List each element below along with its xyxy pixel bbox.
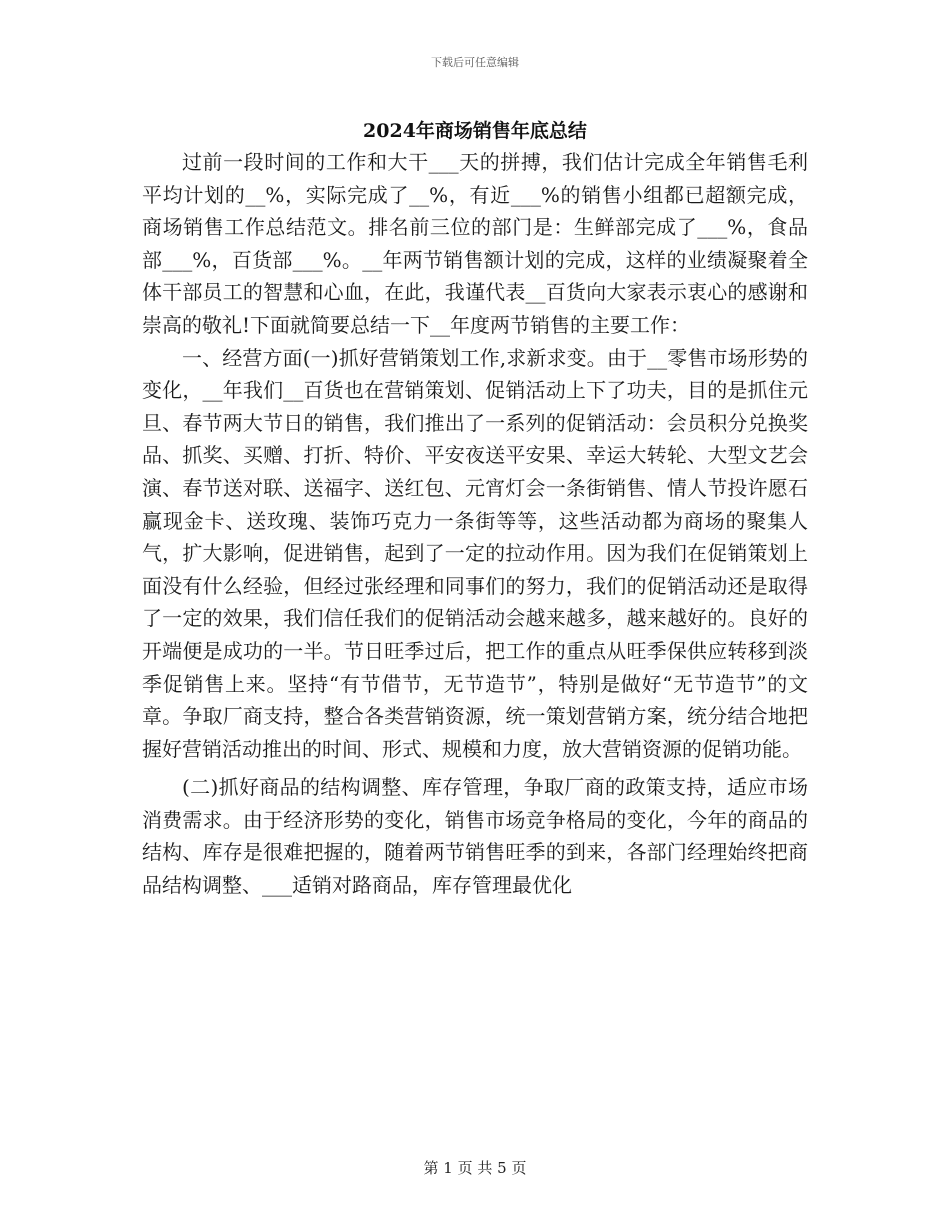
header-note: 下载后可任意编辑 <box>431 56 519 69</box>
paragraph-intro: 过前一段时间的工作和大干___天的拼搏，我们估计完成全年销售毛利平均计划的__%，实际完成了__%，有近___%的销售小组都已超额完成，商场销售工作总结范文。排名前三位的部门是：生鲜部完成了___%，食品部___%，百货部___%。__年两节销售额计划的完成，这样的业绩凝聚着全体干部员工的智慧和心血，在此，我谨代表__百货向大家表示衷心的感谢和崇高的敬礼!下面就简要总结一下__年度两节销售的主要工作： <box>142 150 808 337</box>
document-title: 2024年商场销售年底总结 <box>363 120 587 142</box>
document-body <box>142 146 808 902</box>
page-number-footer: 第 1 页 共 5 页 <box>423 1159 527 1177</box>
paragraph-structure: (二)抓好商品的结构调整、库存管理，争取厂商的政策支持，适应市场消费需求。由于经济形势的变化，销售市场竞争格局的变化，今年的商品的结构、库存是很难把握的，随着两节销售旺季的到来，各部门经理始终把商品结构调整、___适销对路商品，库存管理最优化 <box>142 775 808 898</box>
paragraph-operations: 一、经营方面(一)抓好营销策划工作,求新求变。由于__零售市场形势的变化，__年我们__百货也在营销策划、促销活动上下了功夫，目的是抓住元旦、春节两大节日的销售，我们推出了一系列的促销活动：会员积分兑换奖品、抓奖、买赠、打折、特价、平安夜送平安果、幸运大转轮、大型文艺会演、春节送对联、送福字、送红包、元宵灯会一条街销售、情人节投许愿石赢现金卡、送玫瑰、装饰巧克力一条街等等，这些活动都为商场的聚集人气，扩大影响，促进销售，起到了一定的拉动作用。因为我们在促销策划上面没有什么经验，但经过张经理和同事们的努力，我们的促销活动还是取得了一定的效果，我们信任我们的促销活动会越来越多，越来越好的。良好的开端便是成功的一半。节日旺季过后，把工作的重点从旺季保供应转移到淡季促销售上来。坚持“有节借节，无节造节”，特别是做好“无节造节”的文章。争取厂商支持，整合各类营销资源，统一策划营销方案，统分结合地把握好营销活动推出的时间、形式、规模和力度，放大营销资源的促销功能。 <box>142 345 808 761</box>
